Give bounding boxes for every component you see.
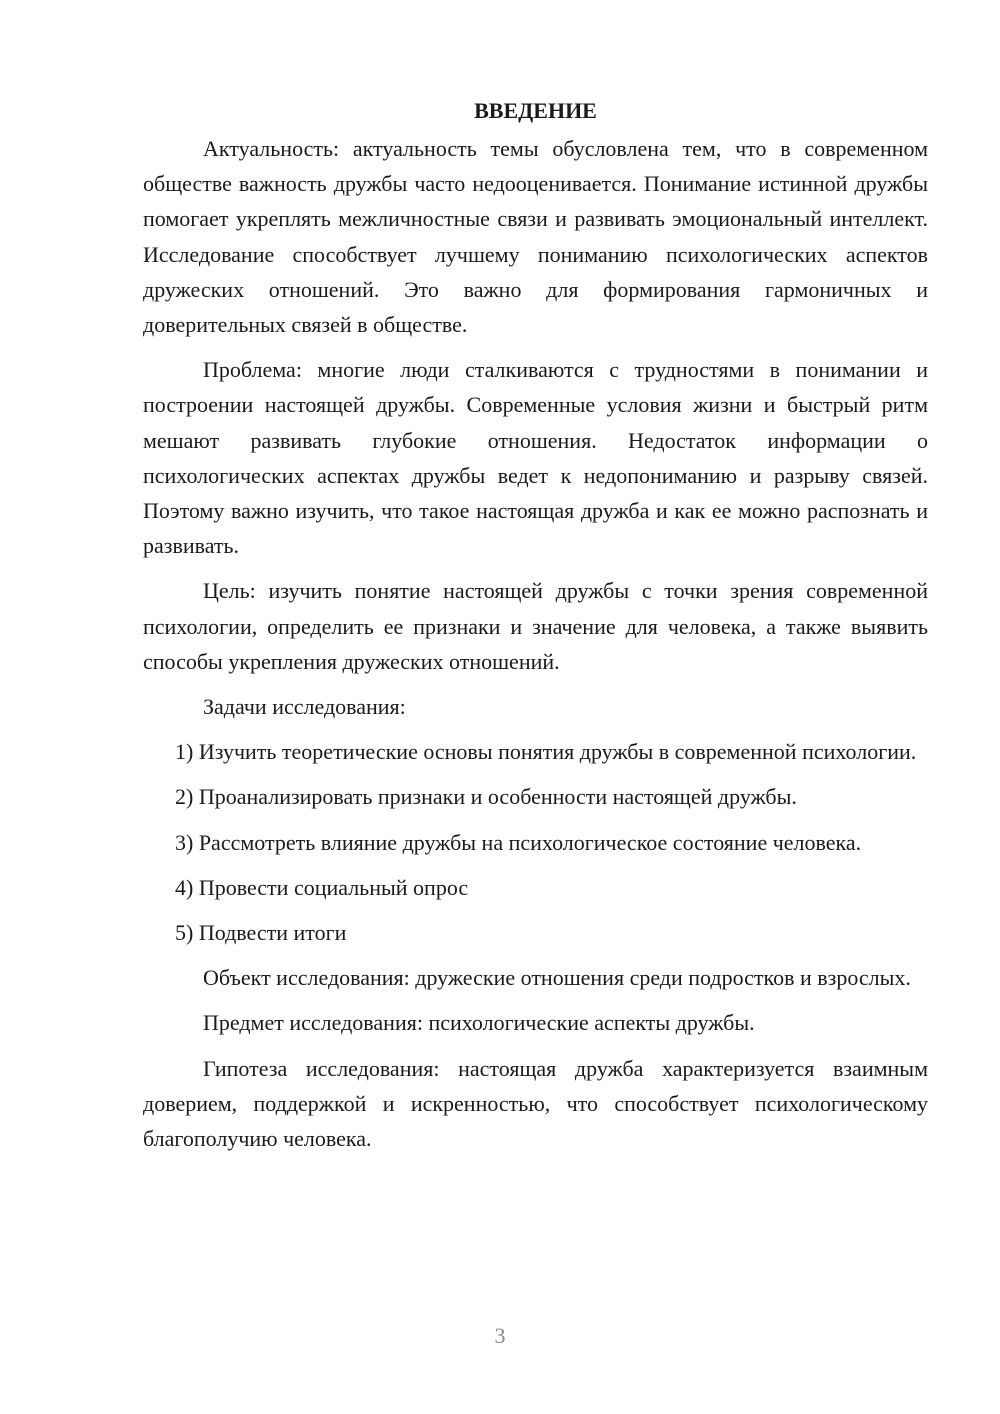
problem-paragraph: Проблема: многие люди сталкиваются с трудностями в понимании и построении настоящей дружбы. Современные условия жизни и быстрый ритм мешают развивать глубокие отношения. Недостаток информации о психологических аспектах дружбы ведет к недопониманию и разрыву связей. Поэтому важно изучить, что такое настоящая дружба и как ее можно распознать и развивать.	[143, 357, 928, 559]
goal-paragraph: Цель: изучить понятие настоящей дружбы с точки зрения современной психологии, определить ее признаки и значение для человека, а также выявить способы укрепления дружеских отношений.	[143, 578, 928, 674]
page-title: ВВЕДЕНИЕ	[474, 98, 597, 123]
page-number: 3	[494, 1323, 506, 1348]
document-page	[143, 96, 928, 1166]
task-item-3: 3) Рассмотреть влияние дружбы на психологическое состояние человека.	[175, 829, 862, 855]
task-item-4: 4) Провести социальный опрос	[175, 874, 469, 900]
tasks-heading: Задачи исследования:	[203, 694, 406, 720]
task-item-5: 5) Подвести итоги	[175, 920, 347, 946]
task-item-1: 1) Изучить теоретические основы понятия дружбы в современной психологии.	[175, 739, 917, 765]
subject-paragraph: Предмет исследования: психологические аспекты дружбы.	[203, 1010, 755, 1036]
task-item-2: 2) Проанализировать признаки и особенности настоящей дружбы.	[175, 784, 797, 810]
object-paragraph: Объект исследования: дружеские отношения среди подростков и взрослых.	[203, 965, 911, 991]
hypothesis-paragraph: Гипотеза исследования: настоящая дружба характеризуется взаимным доверием, поддержкой и искренностью, что способствует психологическому благополучию человека.	[143, 1055, 928, 1152]
relevance-paragraph: Актуальность: актуальность темы обусловлена тем, что в современном обществе важность дружбы часто недооценивается. Понимание истинной дружбы помогает укреплять межличностные связи и развивать эмоциональный интеллект. Исследование способствует лучшему пониманию психологических аспектов дружеских отношений. Это важно для формирования гармоничных и доверительных связей в обществе.	[143, 136, 928, 338]
